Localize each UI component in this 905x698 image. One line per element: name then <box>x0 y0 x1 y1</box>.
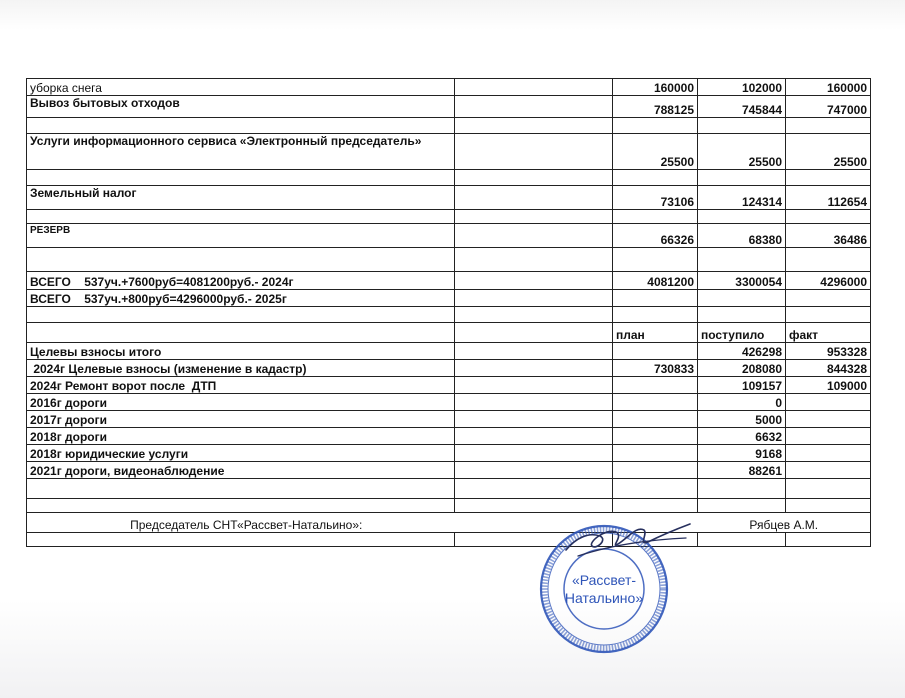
plan-value: 4081200 <box>613 272 698 290</box>
table-row <box>27 79 871 96</box>
table-row <box>27 499 871 513</box>
plan-value: 730833 <box>613 360 698 377</box>
header-received: поступило <box>698 323 786 343</box>
table-row <box>27 360 871 377</box>
fact-value <box>786 411 871 428</box>
stamp-text-line1: «Рассвет- <box>571 572 637 588</box>
fact-value: 112654 <box>786 186 871 210</box>
budget-table <box>26 78 871 547</box>
table-row <box>27 170 871 186</box>
table-row <box>27 533 871 547</box>
received-value: 5000 <box>698 411 786 428</box>
fact-value: 747000 <box>786 96 871 118</box>
fact-value <box>786 428 871 445</box>
row-name: 2018г юридические услуги <box>27 445 455 462</box>
fact-value: 4296000 <box>786 272 871 290</box>
plan-value <box>613 411 698 428</box>
table-row <box>27 186 871 210</box>
table-row <box>27 118 871 134</box>
fact-value <box>786 445 871 462</box>
row-name: Целевы взносы итого <box>27 343 455 360</box>
row-name: Вывоз бытовых отходов <box>27 96 455 118</box>
table-row <box>27 290 871 307</box>
table-row <box>27 411 871 428</box>
received-value: 426298 <box>698 343 786 360</box>
received-value: 88261 <box>698 462 786 479</box>
received-value: 9168 <box>698 445 786 462</box>
row-name: 2024г Ремонт ворот после ДТП <box>27 377 455 394</box>
row-name: Услуги информационного сервиса «Электронный председатель» <box>27 134 455 170</box>
row-name: 2016г дороги <box>27 394 455 411</box>
row-name: уборка снега <box>27 79 455 96</box>
table-row <box>27 377 871 394</box>
received-value: 0 <box>698 394 786 411</box>
table-row <box>27 479 871 499</box>
received-value: 109157 <box>698 377 786 394</box>
table-row <box>27 248 871 272</box>
table-row <box>27 224 871 248</box>
row-name: 2018г дороги <box>27 428 455 445</box>
plan-value: 788125 <box>613 96 698 118</box>
table-row <box>27 134 871 170</box>
row-name: ВСЕГО 537уч.+7600руб=4081200руб.- 2024г <box>27 272 455 290</box>
table-row <box>27 210 871 224</box>
received-value: 68380 <box>698 224 786 248</box>
row-name: Земельный налог <box>27 186 455 210</box>
table-row <box>27 394 871 411</box>
fact-value <box>786 462 871 479</box>
row-name: 2021г дороги, видеонаблюдение <box>27 462 455 479</box>
plan-value <box>613 377 698 394</box>
fact-value: 109000 <box>786 377 871 394</box>
plan-value: 73106 <box>613 186 698 210</box>
chairman-name: Рябцев А.М. <box>698 513 871 533</box>
row-name: 2017г дороги <box>27 411 455 428</box>
table-row <box>27 272 871 290</box>
table-row <box>27 307 871 323</box>
fact-value: 844328 <box>786 360 871 377</box>
table-row <box>27 96 871 118</box>
fact-value <box>786 394 871 411</box>
received-value: 3300054 <box>698 272 786 290</box>
row-name: ВСЕГО 537уч.+800руб=4296000руб.- 2025г <box>27 290 455 307</box>
row-name: 2024г Целевые взносы (изменение в кадастр) <box>27 360 455 377</box>
received-value: 102000 <box>698 79 786 96</box>
handwritten-signature <box>548 516 698 566</box>
column-header-row <box>27 323 871 343</box>
fact-value: 953328 <box>786 343 871 360</box>
plan-value <box>613 428 698 445</box>
plan-value <box>613 394 698 411</box>
plan-value <box>613 343 698 360</box>
received-value: 745844 <box>698 96 786 118</box>
table-row <box>27 343 871 360</box>
signature-row <box>27 513 871 533</box>
plan-value <box>613 462 698 479</box>
received-value: 25500 <box>698 134 786 170</box>
plan-value: 66326 <box>613 224 698 248</box>
plan-value: 160000 <box>613 79 698 96</box>
header-plan: план <box>613 323 698 343</box>
received-value: 208080 <box>698 360 786 377</box>
received-value: 6632 <box>698 428 786 445</box>
fact-value: 36486 <box>786 224 871 248</box>
fact-value: 160000 <box>786 79 871 96</box>
plan-value <box>613 445 698 462</box>
stamp-text-line2: Натальино» <box>564 590 644 606</box>
table-row <box>27 462 871 479</box>
header-fact: факт <box>786 323 871 343</box>
chairman-label: Председатель СНТ«Рассвет-Натальино»: <box>27 513 613 533</box>
table-row <box>27 445 871 462</box>
received-value: 124314 <box>698 186 786 210</box>
fact-value: 25500 <box>786 134 871 170</box>
plan-value: 25500 <box>613 134 698 170</box>
row-name: РЕЗЕРВ <box>27 224 455 248</box>
table-row <box>27 428 871 445</box>
